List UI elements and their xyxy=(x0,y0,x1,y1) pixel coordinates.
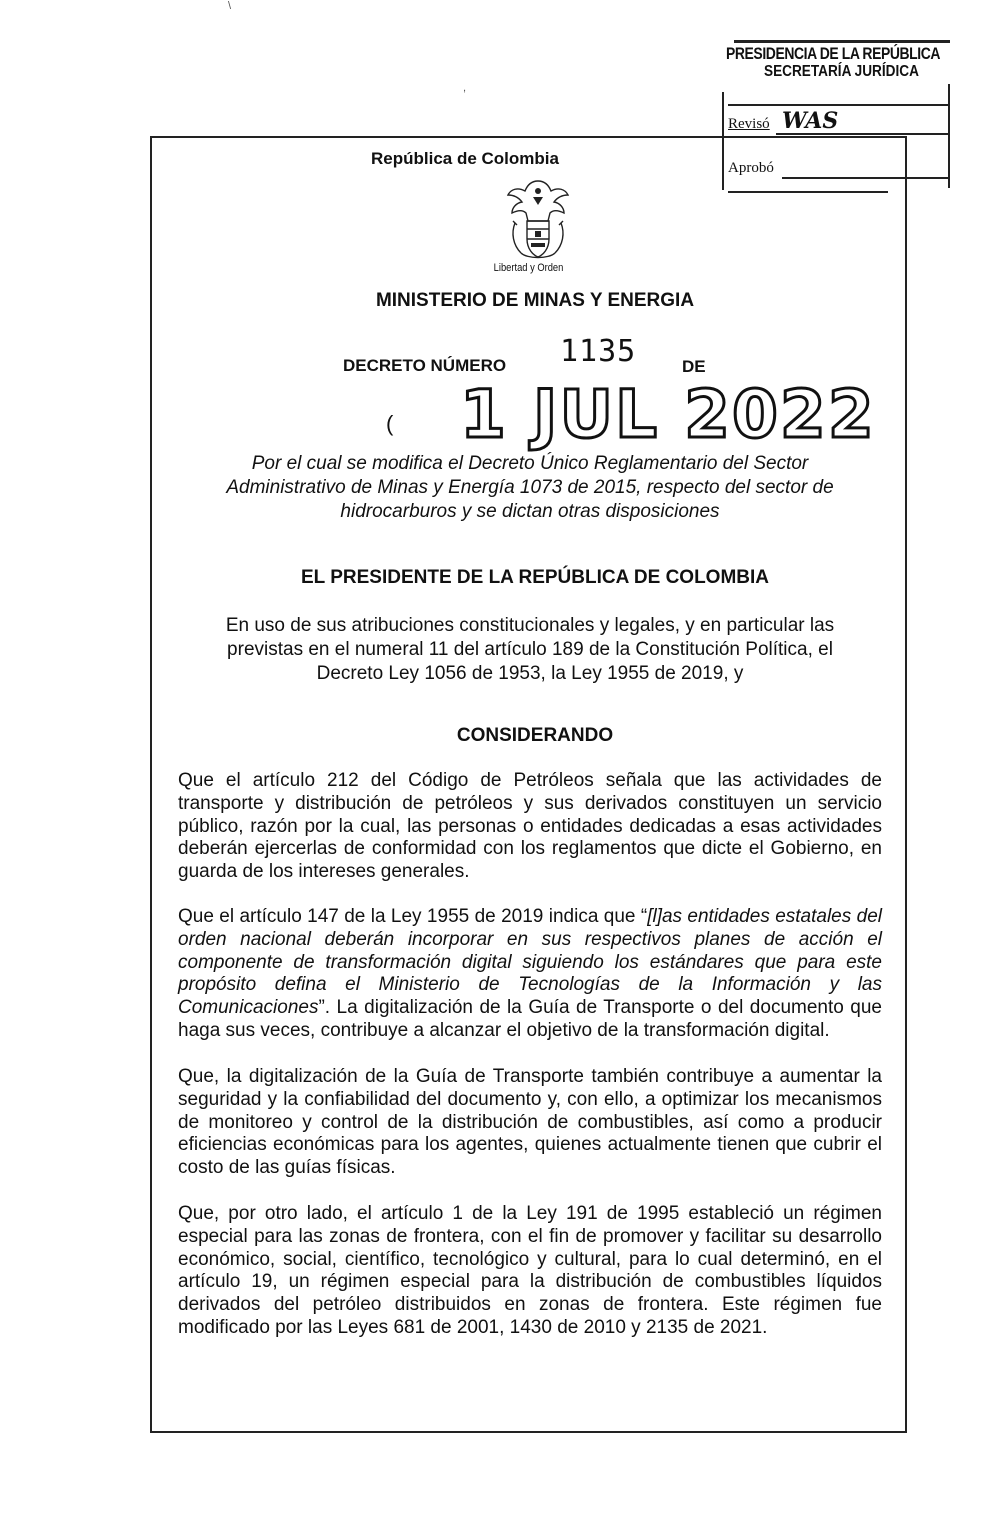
date-open-paren: ( xyxy=(386,411,394,436)
recital-text: ”. La digitalización de la Guía de Transporte o del documento que haga sus veces, contribuye a alcanzar el objetivo de la transformación digital. xyxy=(178,997,882,1041)
ministry-name: MINISTERIO DE MINAS Y ENERGIA xyxy=(375,290,695,311)
stamp-divider xyxy=(728,104,950,106)
decree-label: DECRETO NÚMERO xyxy=(343,356,507,375)
recital-paragraph: Que el artículo 212 del Código de Petróleos señala que las actividades de transporte y distribución de petróleos y sus derivados constituyen un servicio público, razón por la cual, las personas o entidades dedicadas a esas actividades deberán ejercerlas de conformidad con los reglamentos que dicte el Gobierno, en guarda de los intereses generales. xyxy=(178,770,882,883)
considerando-heading: CONSIDERANDO xyxy=(456,725,614,746)
recital-text: Que el artículo 147 de la Ley 1955 de 2019 indica que “ xyxy=(178,906,648,927)
stamp-title: PRESIDENCIA DE LA REPÚBLICA xyxy=(726,44,941,63)
country-name: República de Colombia xyxy=(371,149,559,168)
recital-paragraph xyxy=(178,906,882,1043)
stamp-top-line xyxy=(734,40,950,43)
president-heading: EL PRESIDENTE DE LA REPÚBLICA DE COLOMBIA xyxy=(301,567,769,588)
reviso-line xyxy=(776,133,950,135)
aprobo-label: Aprobó xyxy=(728,160,774,176)
approval-stamp xyxy=(720,40,952,192)
motto: Libertad y Orden xyxy=(493,262,564,274)
stamp-right-line xyxy=(948,84,950,188)
coat-of-arms-icon xyxy=(503,177,573,263)
legal-powers: En uso de sus atribuciones constitucionales y legales, y en particular las previstas en el numeral 11 del artículo 189 de la Constitución Política, el Decreto Ley 1056 de 1953, la Ley 1955 de 2019, y xyxy=(225,615,835,684)
stamp-left-line xyxy=(722,92,724,190)
decree-subject: Por el cual se modifica el Decreto Único Reglamentario del Sector Administrativo de Minas y Energía 1073 de 2015, respecto del sector de hidrocarburos y se dictan otras disposiciones xyxy=(226,453,834,522)
recital-paragraph: Que, por otro lado, el artículo 1 de la Ley 191 de 1995 estableció un régimen especial para las zonas de frontera, con el fin de promover y facilitar su desarrollo económico, social, científico, tecnológico y cultural, para lo cual determinó, en el artículo 19, un régimen especial para la distribución de combustibles líquidos derivados del petróleo distribuidos en zonas de frontera. Este régimen fue modificado por las Leyes 681 de 2001, 1430 de 2010 y 2135 de 2021. xyxy=(178,1203,882,1338)
reviso-label: Revisó xyxy=(728,116,770,132)
recital-paragraph: Que, la digitalización de la Guía de Transporte también contribuye a aumentar la seguridad y la confiabilidad del documento y, con ello, a optimizar los mecanismos de monitoreo y control de la distribución de combustibles, así como a producir eficiencias económicas para los agentes, quienes actualmente tienen que cubrir el costo de las guías físicas. xyxy=(178,1066,882,1179)
aprobo-line xyxy=(782,177,950,179)
scan-speck: , xyxy=(463,82,467,94)
recital-quote: [l]as entidades estatales del orden nacional deberán incorporar en sus respectivos planes de acción el componente de transformación digital siguiendo los estándares que para este propósito defina el Ministerio de Tecnologías de la Información y las Comunicaciones xyxy=(178,906,882,1019)
decree-de: DE xyxy=(682,357,706,376)
scan-speck: \ xyxy=(228,0,232,12)
decree-date-stamp: 1 JUL 2022 xyxy=(460,376,876,453)
stamp-subtitle: SECRETARÍA JURÍDICA xyxy=(764,63,919,80)
stamp-bottom-line xyxy=(728,191,888,193)
reviso-initials: WAS xyxy=(782,108,839,134)
decree-number: 1135 xyxy=(560,334,637,369)
